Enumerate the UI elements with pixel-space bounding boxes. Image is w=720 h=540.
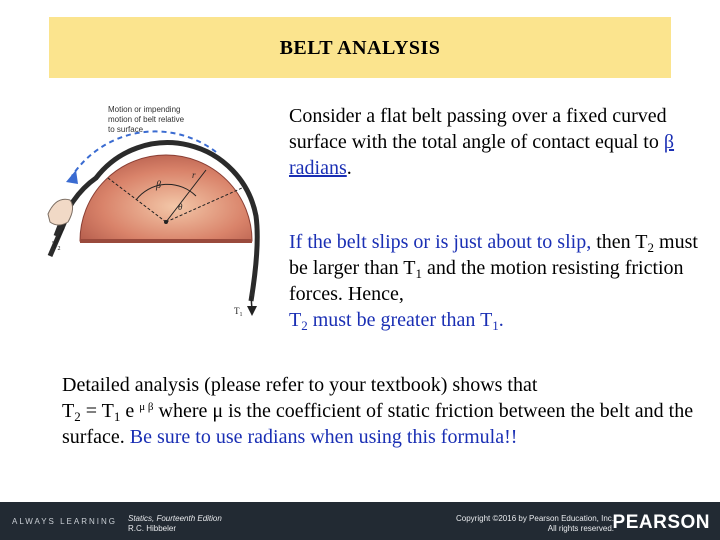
t1-label: $T_1$ (234, 306, 243, 318)
copyright-info (456, 514, 614, 534)
slide-title: BELT ANALYSIS (279, 37, 441, 59)
book-author: R.C. Hibbeler (128, 524, 177, 533)
caption-line-3: to surface (108, 125, 144, 134)
t1-arrowhead (247, 306, 257, 316)
footer-bar (0, 502, 720, 540)
belt-figure (46, 96, 278, 322)
caption-line-1: Motion or impending (108, 105, 181, 114)
paragraph-contact-angle: Consider a flat belt passing over a fixed curved surface with the total angle of contact equal to β radians. (289, 105, 675, 179)
title-banner (49, 17, 671, 78)
beta-label: β (156, 180, 161, 191)
book-title: Statics, Fourteenth Edition (128, 514, 222, 523)
always-learning-tagline: ALWAYS LEARNING (12, 517, 117, 526)
book-info (128, 514, 222, 534)
rights-line: All rights reserved. (547, 524, 614, 533)
hand (48, 199, 73, 225)
motion-arrowhead (66, 170, 78, 184)
theta-label: θ (178, 202, 183, 212)
beta-radians-link[interactable]: β radians (289, 131, 675, 179)
r-label: r (192, 170, 196, 180)
pearson-logo: PEARSON (612, 512, 710, 533)
copyright-line: Copyright ©2016 by Pearson Education, Inc. (456, 514, 614, 523)
surface-base (80, 239, 252, 243)
paragraph-slip-condition: If the belt slips or is just about to slip, then $T_2$ must be larger than $T_1$ and the motion resisting friction forces. Hence, $T_2$ must be greater than $T_1$. (289, 231, 698, 333)
t2-label: $T_2$ (52, 240, 61, 252)
center-point (164, 220, 168, 224)
caption-line-2: motion of belt relative (108, 115, 185, 124)
paragraph-detailed-analysis: Detailed analysis (please refer to your textbook) shows that $T_2 = T_1$ e $^{\mu \beta}$ where μ is the coefficient of static friction between the belt and the surface. Be sure to use radians when using this formula!! (62, 374, 694, 448)
